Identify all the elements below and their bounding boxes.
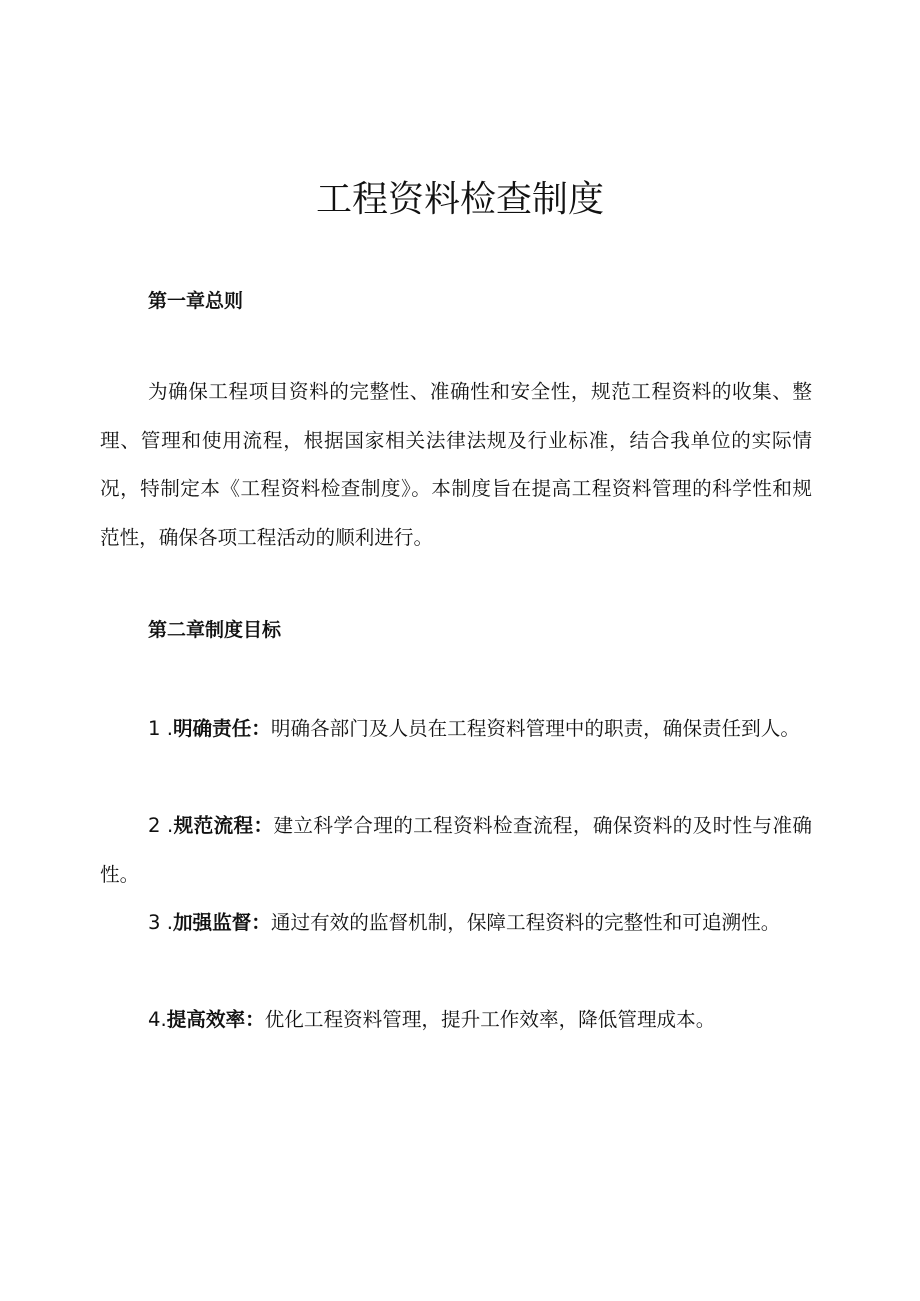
goal-number: 1 . (148, 717, 173, 740)
goal-item-1 (100, 705, 812, 754)
goal-title: 规范流程： (173, 814, 274, 837)
goal-number: 2 . (148, 814, 174, 837)
document-title: 工程资料检查制度 (315, 179, 604, 220)
goal-text: 明确各部门及人员在工程资料管理中的职责，确保责任到人。 (270, 717, 800, 740)
chapter-2-heading: 第二章制度目标 (148, 619, 282, 641)
goal-text: 建立科学合理的工程资料检查流程，确保资料的及时性与准确性。 (100, 814, 813, 886)
goal-number: 4. (148, 1008, 167, 1031)
goal-title: 加强监督： (172, 911, 271, 934)
chapter-1-paragraph: 为确保工程项目资料的完整性、准确性和安全性，规范工程资料的收集、整理、管理和使用流程，根据国家相关法律法规及行业标准，结合我单位的实际情况，特制定本《工程资料检查制度》。本制度旨在提高工程资料管理的科学性和规范性，确保各项工程活动的顺利进行。 (100, 380, 812, 549)
goal-item-2 (100, 802, 812, 899)
goal-title: 提高效率： (166, 1008, 265, 1031)
goal-number: 3 . (148, 911, 173, 934)
goal-item-3 (100, 899, 812, 948)
goal-text: 优化工程资料管理，提升工作效率，降低管理成本。 (264, 1008, 716, 1031)
goal-text: 通过有效的监督机制，保障工程资料的完整性和可追溯性。 (270, 911, 781, 934)
goal-item-4 (100, 996, 812, 1045)
chapter-1-heading: 第一章总则 (148, 290, 244, 312)
goal-title: 明确责任： (172, 717, 271, 740)
